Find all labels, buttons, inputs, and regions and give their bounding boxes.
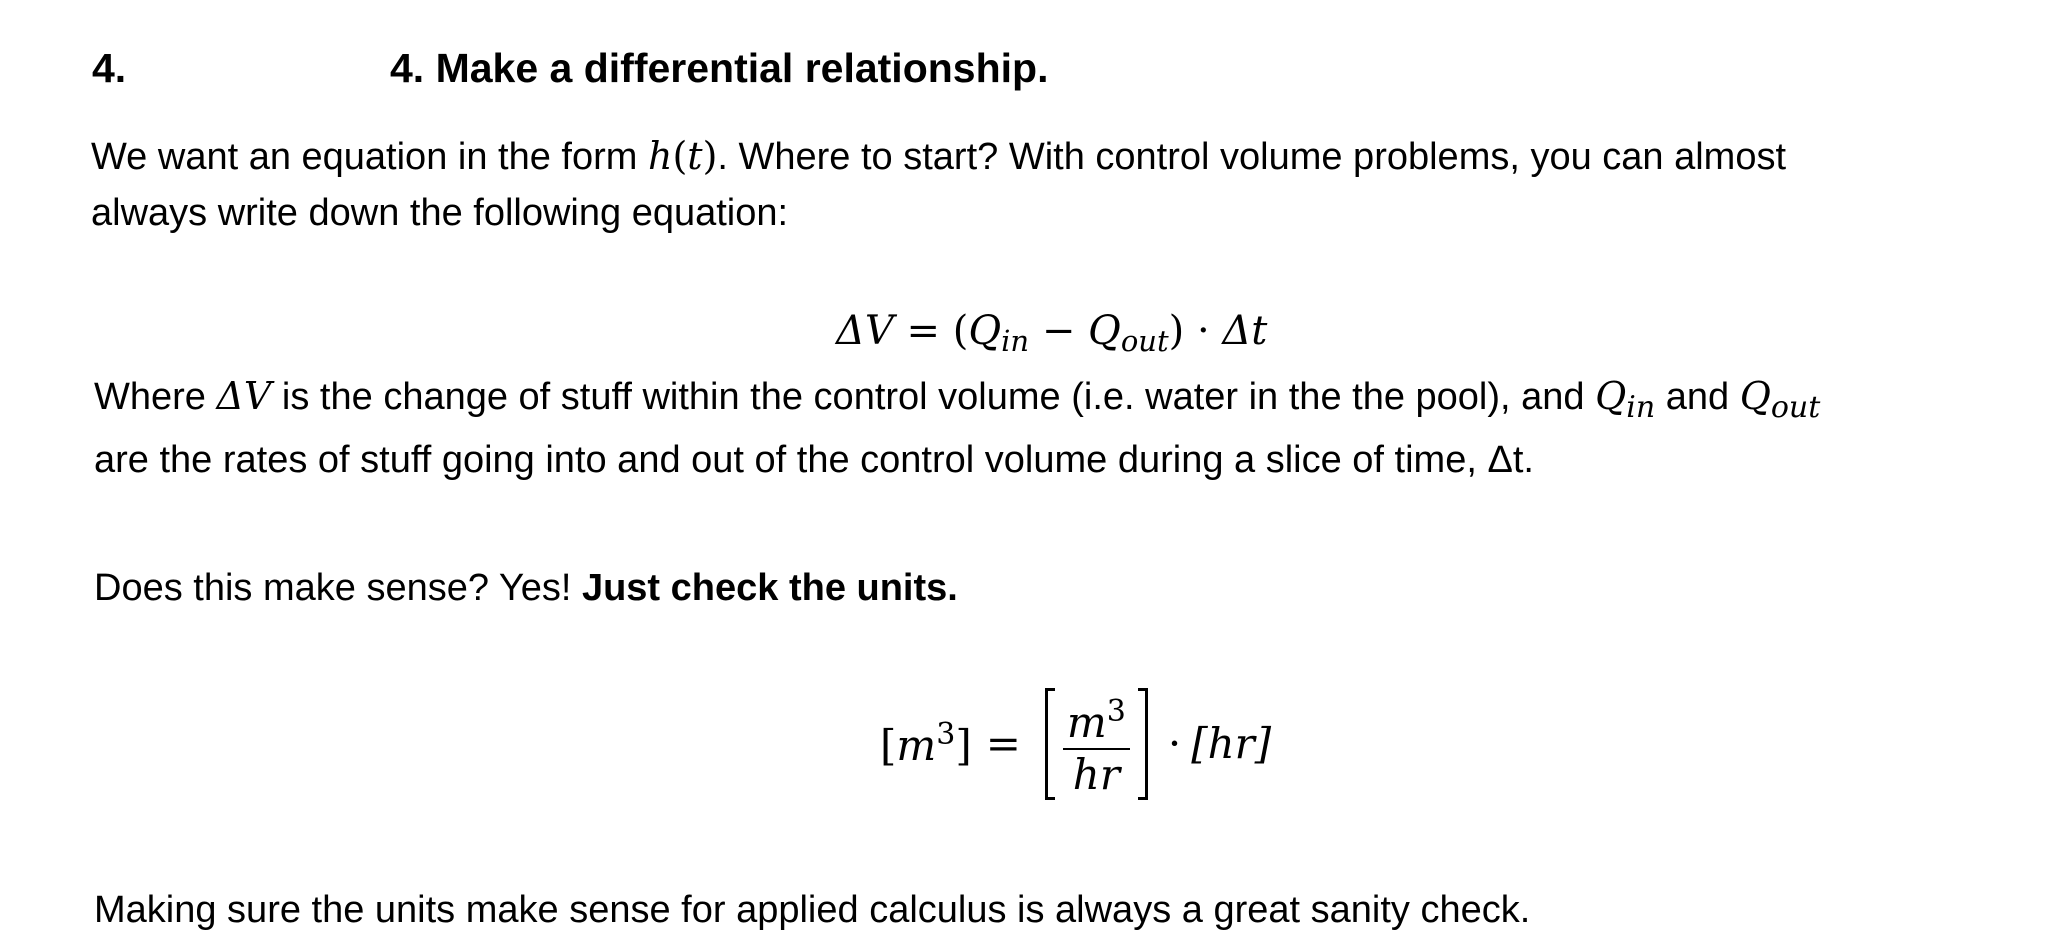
intro-text: . Where to start? With control volume problems, you can almost	[717, 136, 1787, 178]
right-bracket	[1138, 688, 1148, 800]
section-heading: 4. Make a differential relationship.	[390, 45, 1049, 91]
units-equation	[880, 687, 1271, 800]
period: .	[1523, 439, 1534, 481]
explanation-line-1	[94, 366, 2034, 438]
sense-check	[94, 558, 958, 618]
q-in: Q	[968, 308, 1002, 354]
explanation-text: are the rates of stuff going into and out of the control volume during a slice of time,	[94, 439, 1488, 481]
fraction-numerator	[1063, 687, 1130, 748]
minus-sign: −	[1041, 308, 1076, 354]
subscript-in: in	[1001, 324, 1030, 358]
delta-t: Δt	[1487, 439, 1524, 481]
paren: )	[1168, 308, 1185, 354]
intro-line-2: always write down the following equation:	[91, 192, 789, 234]
sense-text: Does this make sense? Yes!	[94, 567, 582, 609]
sense-bold: Just check the units.	[581, 567, 958, 609]
delta-v: ΔV	[836, 308, 894, 354]
subscript-out: out	[1770, 390, 1821, 425]
exponent: 3	[936, 717, 956, 752]
subscript-in: in	[1626, 390, 1656, 425]
left-bracket	[1045, 688, 1055, 800]
explanation-text: Where	[94, 376, 217, 418]
intro-text: We want an equation in the form	[91, 136, 648, 178]
equals-sign: =	[985, 719, 1021, 768]
math-paren: (	[672, 134, 688, 178]
explanation-text: is the change of stuff within the control volume (i.e. water in the the pool), and	[271, 376, 1596, 418]
dot-operator: ·	[1196, 308, 1210, 354]
math-paren: )	[702, 134, 718, 178]
hour-units: [hr]	[1191, 719, 1272, 768]
fraction-denominator: hr	[1072, 750, 1120, 799]
explanation-text: and	[1655, 376, 1740, 418]
fraction	[1063, 687, 1130, 800]
bracket: ]	[955, 721, 972, 770]
volume-equation	[836, 308, 1267, 358]
section-number: 4.	[92, 45, 127, 91]
explanation-line-2	[94, 430, 1534, 490]
paren: (	[952, 308, 969, 354]
intro-line-1	[91, 126, 1786, 187]
math-h: h	[647, 134, 673, 178]
meter: m	[896, 721, 937, 770]
lhs-units	[880, 717, 972, 770]
delta-v: ΔV	[216, 374, 272, 418]
rate-units	[1045, 687, 1148, 800]
delta-t: Δt	[1222, 308, 1268, 354]
subscript-out: out	[1120, 324, 1169, 358]
meter: m	[1066, 698, 1107, 747]
math-t: t	[687, 134, 703, 178]
exponent: 3	[1106, 694, 1126, 729]
bracket: [	[880, 721, 897, 770]
equals-sign: =	[906, 308, 941, 354]
closing-sentence: Making sure the units make sense for applied calculus is always a great sanity check.	[94, 889, 1531, 931]
q-out: Q	[1739, 374, 1771, 418]
q-in: Q	[1595, 374, 1627, 418]
q-out: Q	[1088, 308, 1121, 354]
dot-operator: ·	[1167, 719, 1182, 768]
